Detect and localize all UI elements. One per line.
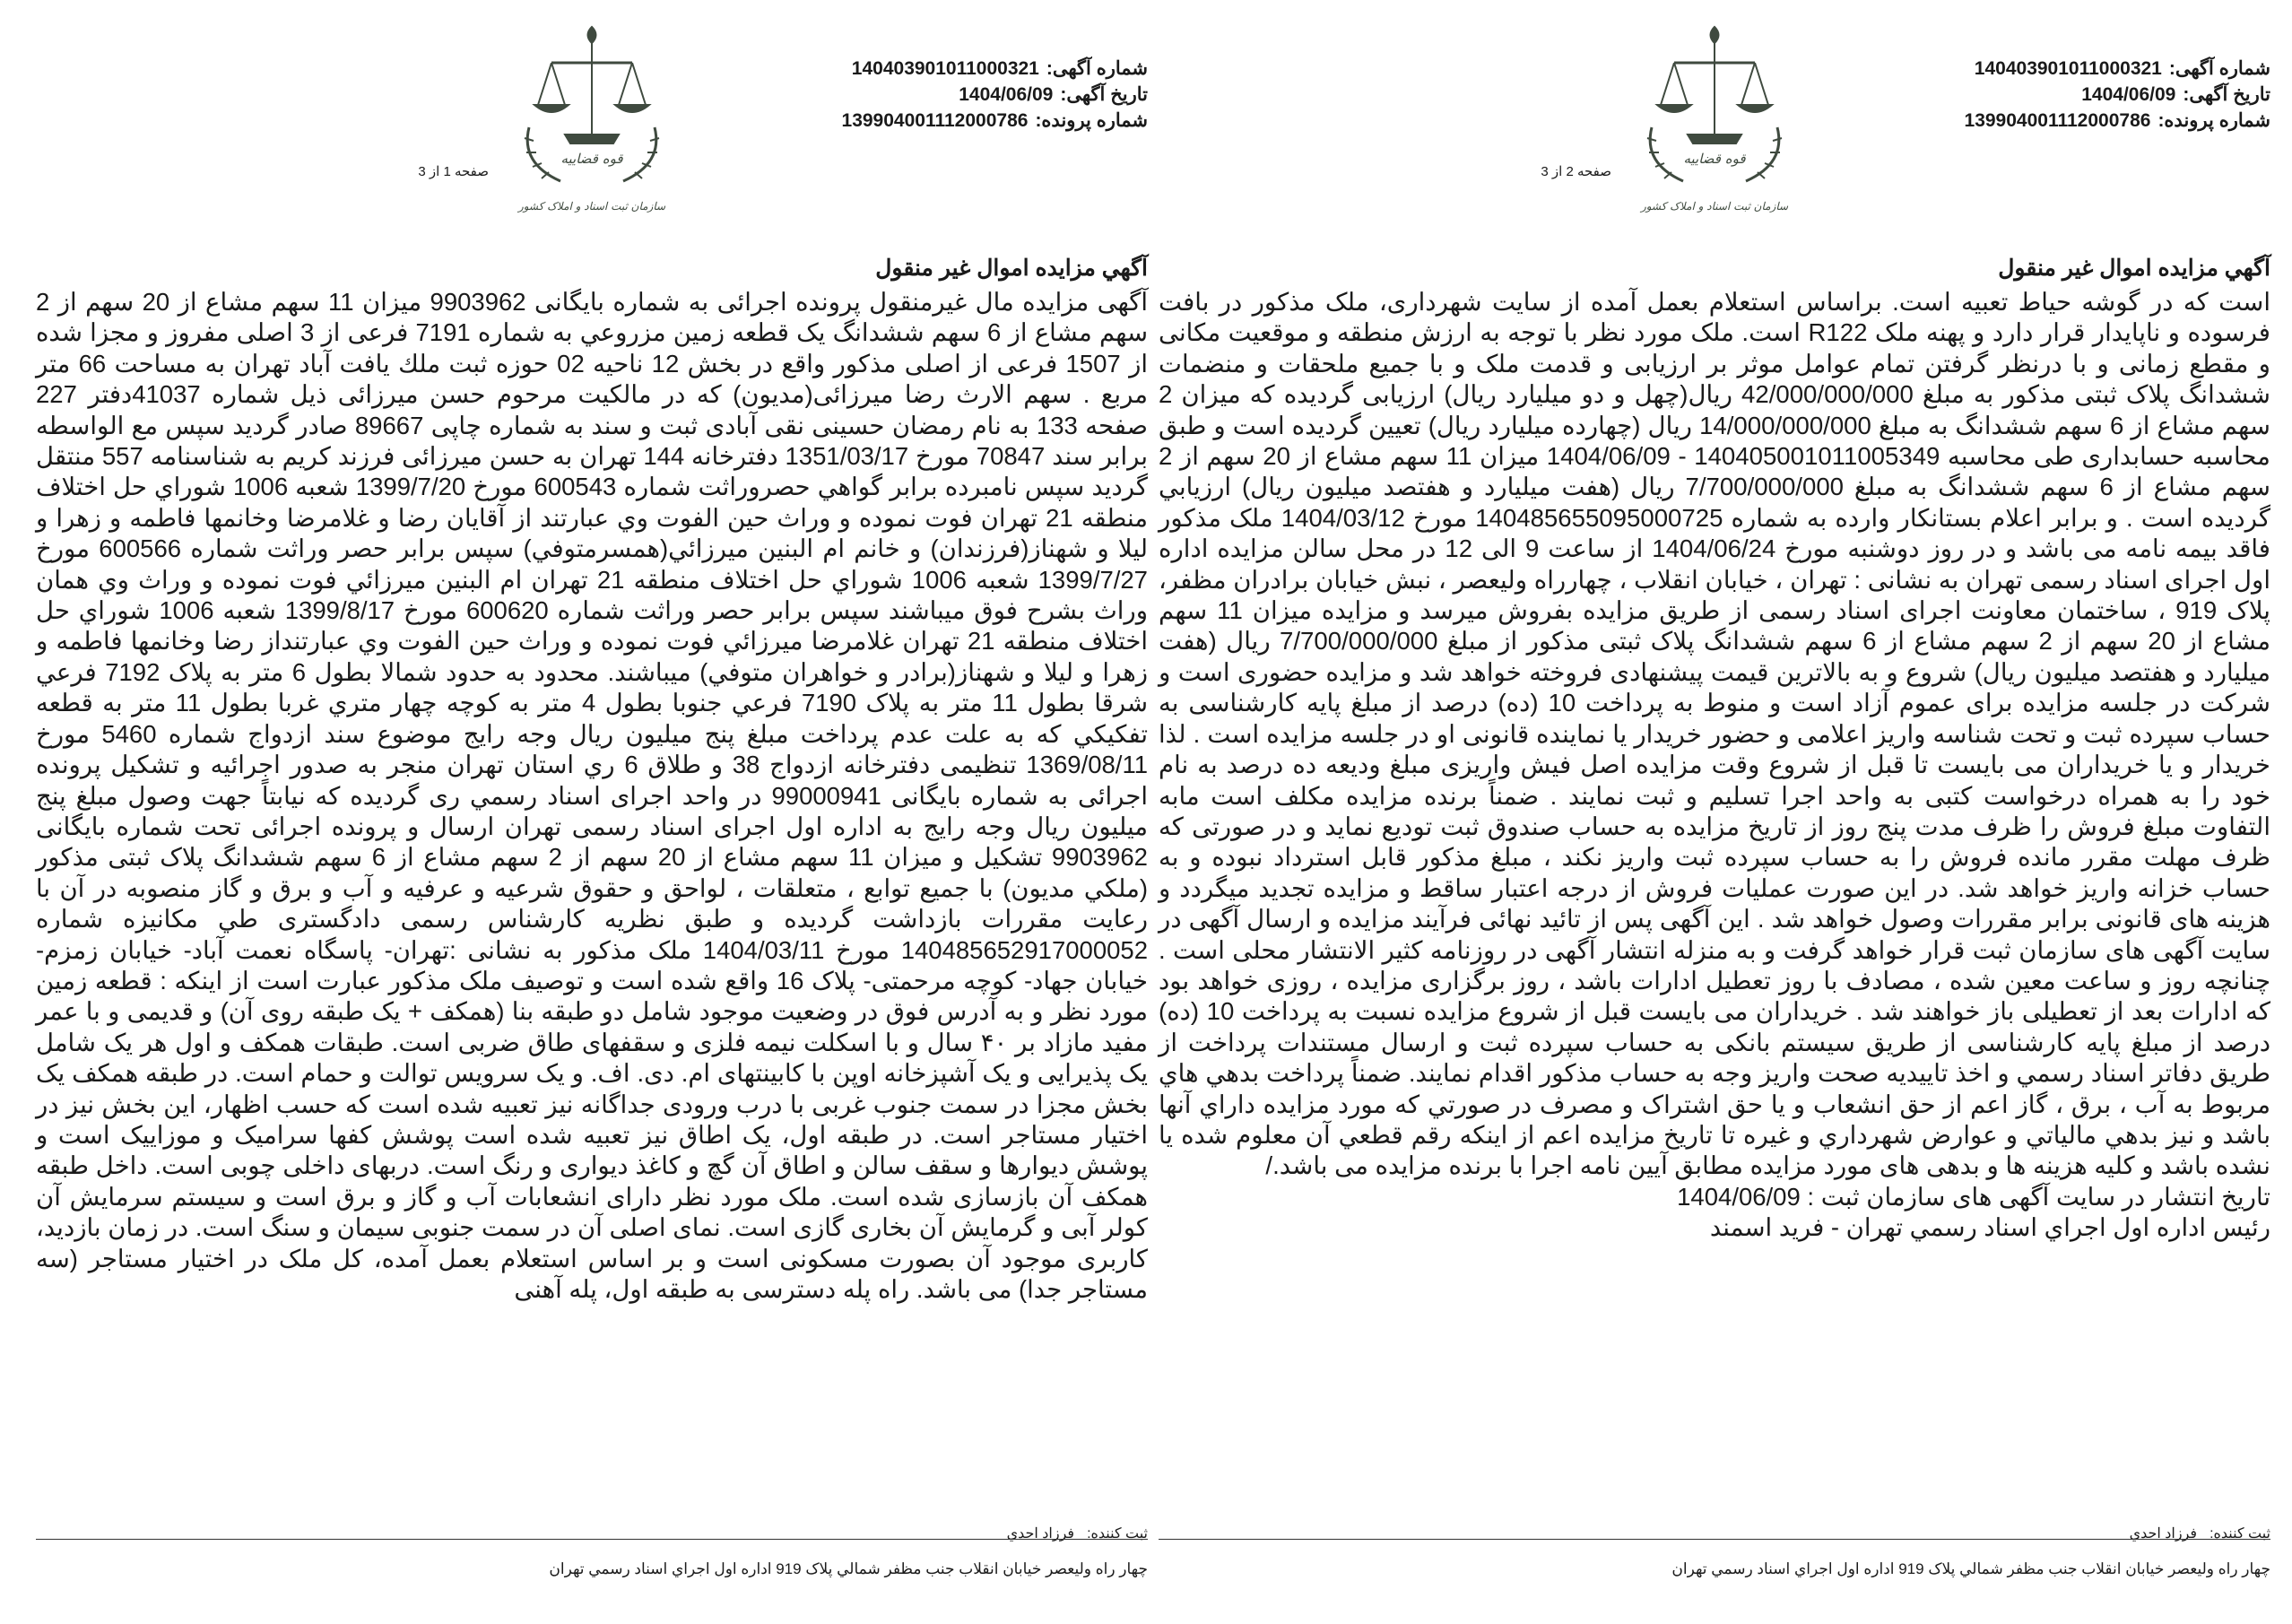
- notice-meta: [1965, 56, 2270, 134]
- notice-number: 140403901011000321: [1974, 58, 2162, 79]
- file-number: 139904001112000786: [841, 110, 1029, 131]
- footer-divider: [36, 1539, 1148, 1540]
- page-number: صفحه 1 از 3: [418, 164, 489, 179]
- file-number-label: شماره پرونده:: [2157, 110, 2270, 131]
- publish-date: 1404/06/09: [1677, 1182, 1801, 1211]
- notice-body: [36, 287, 1148, 1305]
- file-number: 139904001112000786: [1964, 110, 2151, 131]
- judiciary-emblem-logo: [1625, 20, 1804, 217]
- notice-body: [1159, 287, 2270, 1244]
- notice-page-2: [1159, 0, 2270, 1624]
- file-number-label: شماره پرونده:: [1035, 110, 1148, 131]
- notice-title: آگهي مزايده اموال غير منقول: [875, 256, 1148, 281]
- emblem-caption-judiciary: قوه قضاییه: [1683, 151, 1746, 167]
- notice-date: 1404/06/09: [959, 84, 1054, 105]
- registrar-label: ثبت کننده:: [1087, 1526, 1148, 1541]
- notice-meta: [842, 56, 1148, 134]
- notice-title: آگهي مزايده اموال غير منقول: [1998, 256, 2270, 281]
- notice-date: 1404/06/09: [2081, 84, 2176, 105]
- registrar-label: ثبت کننده:: [2210, 1526, 2270, 1541]
- notice-date-label: تاریخ آگهی:: [2183, 84, 2270, 105]
- registrar: [994, 1524, 1148, 1542]
- signatory: رئيس اداره اول اجراي اسناد رسمي تهران - فريد اسمند: [1709, 1213, 2270, 1242]
- publish-date-line: [1159, 1182, 2270, 1212]
- registrar-name: فرزاد احدي: [2129, 1526, 2198, 1541]
- emblem-caption-organization: سازمان ثبت اسناد و املاک کشور: [517, 200, 666, 213]
- notice-date-label: تاریخ آگهی:: [1060, 84, 1148, 105]
- notice-body-paragraph: است که در گوشه حیاط تعبیه است. براساس استعلام بعمل آمده از سایت شهرداری، ملک مذکور در بافت فرسوده و ناپایدار قرار دارد و پهنه ملک R122 است. ملک مورد نظر با توجه به ارزش منطقه و موقعیت مکانی و مقطع زمانی و با درنظر گرفتن تمام عوامل موثر بر ارزیابی و قدمت ملک و با جمیع ملحقات و منضمات ششدانگ پلاک ثبتی مذکور به مبلغ 42/000/000/000 ريال(چهل و دو ميليارد ريال) ارزیابی گردیده که میزان 2 سهم مشاع از 6 سهم ششدانگ به مبلغ 14/000/000/000 ريال (چهارده ميليارد ريال) تعیین گردیده است و طبق محاسبه حسابداری طی محاسبه 140405001011005349 - 1404/06/09 میزان 11 سهم مشاع از 20 سهم از 2 سهم مشاع از 6 سهم ششدانگ به مبلغ 7/700/000/000 ريال (هفت ميليارد و هفتصد ميليون ريال) ارزيابي گرديده است . و برابر اعلام بستانكار وارده به شماره 140485655095000725 مورخ 1404/03/12 ملک مذکور فاقد بیمه نامه می باشد و در روز دوشنبه مورخ 1404/06/24 از ساعت 9 الی 12 در محل سالن مزايده اداره اول اجرای اسناد رسمی تهران به نشانی : تهران ، خیابان انقلاب ، چهارراه ولیعصر ، نبش خیابان برادران مظفر، پلاک 919 ، ساختمان معاونت اجرای اسناد رسمی از طریق مزایده بفروش میرسد و مزایده میزان 11 سهم مشاع از 20 سهم از 2 سهم مشاع از 6 سهم ششدانگ پلاک ثبتی مذکور از مبلغ 7/700/000/000 ريال (هفت ميليارد و هفتصد ميليون ريال) شروع و به بالاترين قيمت پيشنهادی فروخته خواهد شد و مزايده حضوری است و شرکت در جلسه مزايده برای عموم آزاد است و منوط به پرداخت 10 (ده) درصد از مبلغ پايه کارشناسی به حساب سپرده ثبت و تحت شناسه واريز اعلامی و حضور خريدار يا نماينده قانونی او در جلسه مزايده است . لذا خريدار و يا خريداران می بايست تا قبل از شروع وقت مزايده اصل فيش واريزی مبلغ وديعه ده درصد به نام خود را به همراه درخواست کتبی به واحد اجرا تسليم و ثبت نمايند . ضمناً برنده مزايده مکلف است مابه التفاوت مبلغ فروش را ظرف مدت پنج روز از تاريخ مزايده به حساب صندوق ثبت توديع نمايد و در صورتی که ظرف مهلت مقرر مانده فروش را به حساب سپرده ثبت واريز نکند ، مبلغ مذکور قابل استرداد نبوده و به حساب خزانه واريز خواهد شد. در اين صورت عمليات فروش از درجه اعتبار ساقط و مزايده تجديد ميگردد و هزينه های قانونی برابر مقررات وصول خواهد شد . اين آگهی پس از تائيد نهائی فرآيند مزايده و ارسال آگهی در سايت آگهی های سازمان ثبت قرار خواهد گرفت و به منزله انتشار آگهی در روزنامه کثير الانتشار محلی است . چنانچه روز و ساعت معين شده ، مصادف با روز تعطيل ادارات باشد ، روز برگزاری مزايده ، روزی خواهد بود که ادارات بعد از تعطيلی باز خواهند شد . خريداران می بايست قبل از شروع مزايده نسبت به پرداخت 10 (ده) درصد از مبلغ پايه کارشناسی از طريق سيستم بانکی به حساب سپرده ثبت و ارسال مستندات پرداخت از طريق دفاتر اسناد رسمي و اخذ تاييديه صحت واريز وجه به حساب مذکور اقدام نمايند. ضمناً پرداخت بدهي هاي مربوط به آب ، برق ، گاز اعم از حق انشعاب و يا حق اشتراک و مصرف در صورتي که مورد مزايده داراي آنها باشد و نيز بدهي مالياتي و عوارض شهرداري و غيره تا تاريخ مزايده اعم از اينکه رقم قطعي آن معلوم شده يا نشده باشد و کليه هزينه ها و بدهی های مورد مزايده مطابق آيين نامه اجرا با برنده مزايده می باشد./: [1159, 288, 2271, 1180]
- office-address: چهار راه وليعصر خيابان انقلاب جنب مظفر شمالي پلاک 919 اداره اول اجراي اسناد رسمي تهران: [549, 1560, 1148, 1577]
- emblem-caption-organization: سازمان ثبت اسناد و املاک کشور: [1640, 200, 1789, 213]
- registrar: [2117, 1524, 2270, 1542]
- emblem-caption-judiciary: قوه قضاییه: [560, 151, 623, 167]
- publish-date-label: تاريخ انتشار در سايت آگهی های سازمان ثبت :: [1807, 1182, 2270, 1211]
- notice-number: 140403901011000321: [851, 58, 1039, 79]
- notice-number-label: شماره آگهی:: [2168, 58, 2270, 79]
- notice-body-paragraph: آگهی مزايده مال غیرمنقول پرونده اجرائی به شماره بایگانی 9903962 میزان 11 سهم مشاع از 20 سهم از 2 سهم مشاع از 6 سهم ششدانگ یک قطعه زمین مزروعي به شماره 7191 فرعی از 3 اصلی مفروز و مجزا شده از 1507 فرعی از اصلی مذکور واقع در بخش 12 ناحیه 02 حوزه ثبت ملك يافت آباد تهران به مساحت 66 متر مربع . سهم الارث رضا میرزائی(مدیون) که در مالکیت مرحوم حسن میرزائی ذیل شماره 41037دفتر 227 صفحه 133 به نام رمضان حسینی نقی آبادی ثبت و سند به شماره چاپی 89667 صادر گردید سپس مع الواسطه برابر سند 70847 مورخ 1351/03/17 دفترخانه 144 تهران به حسن میرزائی فرزند کریم به شناسنامه 557 منتقل گردید سپس نامبرده برابر گواهي حصروراثت شماره 600543 مورخ 1399/7/20 شعبه 1006 شوراي حل اختلاف منطقه 21 تهران فوت نموده و وراث حين الفوت وي عبارتند از آقايان رضا و غلامرضا وخانمها فاطمه و زهرا و ليلا و شهناز(فرزندان) و خانم ام البنين ميرزائي(همسرمتوفي) سپس برابر حصر وراثت شماره 600566 مورخ 1399/7/27 شعبه 1006 شوراي حل اختلاف منطقه 21 تهران ام البنين ميرزائي فوت نموده و وراث وي همان وراث بشرح فوق ميباشند سپس برابر حصر وراثت شماره 600620 مورخ 1399/8/17 شعبه 1006 شوراي حل اختلاف منطقه 21 تهران غلامرضا ميرزائي فوت نموده و وراث حين الفوت وي عبارتنداز رضا وخانمها فاطمه و زهرا و ليلا و شهناز(برادر و خواهران متوفي) ميباشند. محدود به حدود شمالا بطول 6 متر به پلاک 7192 فرعي شرقا بطول 11 متر به پلاک 7190 فرعي جنوبا بطول 4 متر به کوچه چهار متري غربا بطول 11 متر به قطعه تفکيکي که به علت عدم پرداخت مبلغ پنج ميليون ريال وجه رايج موضوع سند ازدواج شماره 5460 مورخ 1369/08/11 تنظيمی دفترخانه ازدواج 38 و طلاق 6 ري استان تهران منجر به صدور اجرائيه و تشکيل پرونده اجرائی به شماره بایگانی 99000941 در واحد اجرای اسناد رسمي ری گرديده كه نيابتاً جهت وصول مبلغ پنج ميليون ريال وجه رايج به اداره اول اجرای اسناد رسمی تهران ارسال و پرونده اجرائی تحت شماره بایگانی 9903962 تشکیل و میزان 11 سهم مشاع از 20 سهم از 2 سهم مشاع از 6 سهم ششدانگ پلاک ثبتی مذکور (ملكي مديون) با جميع توابع ، متعلقات ، لواحق و حقوق شرعيه و عرفيه و آب و برق و گاز منصوبه در آن با رعايت مقررات بازداشت گرديده و طبق نظريه كارشناس رسمی دادگستری طي مكانيزه شماره 140485652917000052 مورخ 1404/03/11 ملک مذکور به نشانی :تهران- پاسگاه نعمت آباد- خیابان زمزم- خیابان جهاد- کوچه مرحمتی- پلاک 16 واقع شده است و توصیف ملک مذکور عبارت است از اینکه : قطعه زمین مورد نظر و به آدرس فوق در وضعیت موجود شامل دو طبقه بنا (همکف + یک طبقه روی آن) و قدیمی و با عمر مفید مازاد بر ۴۰ سال و با اسکلت نیمه فلزی و سقفهای طاق ضربی است. طبقات همکف و اول هر یک شامل یک پذیرایی و یک آشپزخانه اوپن با کابینتهای ام. دی. اف. و یک سرویس توالت و حمام است. در طبقه همکف یک بخش مجزا در سمت جنوب غربی با درب ورودی جداگانه نیز تعبیه شده است که حسب اظهار، این بخش نیز در اختیار مستاجر است. در طبقه اول، یک اطاق نیز تعبیه شده است پوشش کفها سرامیک و موزاییک است و پوشش دیوارها و سقف سالن و اطاق آن گچ و کاغذ دیواری و رنگ است. دربهای داخلی چوبی است. داخل طبقه همکف آن بازسازی شده است. ملک مورد نظر دارای انشعابات آب و گاز و برق است و سیستم سرمایش آن کولر آبی و گرمایش آن بخاری گازی است. نمای اصلی آن در سمت جنوبی سیمان و سنگ است. در زمان بازدید، کاربری موجود آن بصورت مسکونی است و بر اساس استعلام بعمل آمده، کل ملک در اختیار مستاجر (سه مستاجر جدا) می باشد. راه پله دسترسی به طبقه اول، پله آهنی: [36, 288, 1149, 1303]
- notice-number-label: شماره آگهی:: [1046, 58, 1148, 79]
- judiciary-emblem-logo: [502, 20, 682, 217]
- notice-page-1: [36, 0, 1148, 1624]
- footer-divider: [1159, 1539, 2270, 1540]
- registrar-name: فرزاد احدي: [1006, 1526, 1075, 1541]
- page-number: صفحه 2 از 3: [1541, 164, 1611, 179]
- office-address: چهار راه وليعصر خيابان انقلاب جنب مظفر شمالي پلاک 919 اداره اول اجراي اسناد رسمي تهران: [1671, 1560, 2270, 1577]
